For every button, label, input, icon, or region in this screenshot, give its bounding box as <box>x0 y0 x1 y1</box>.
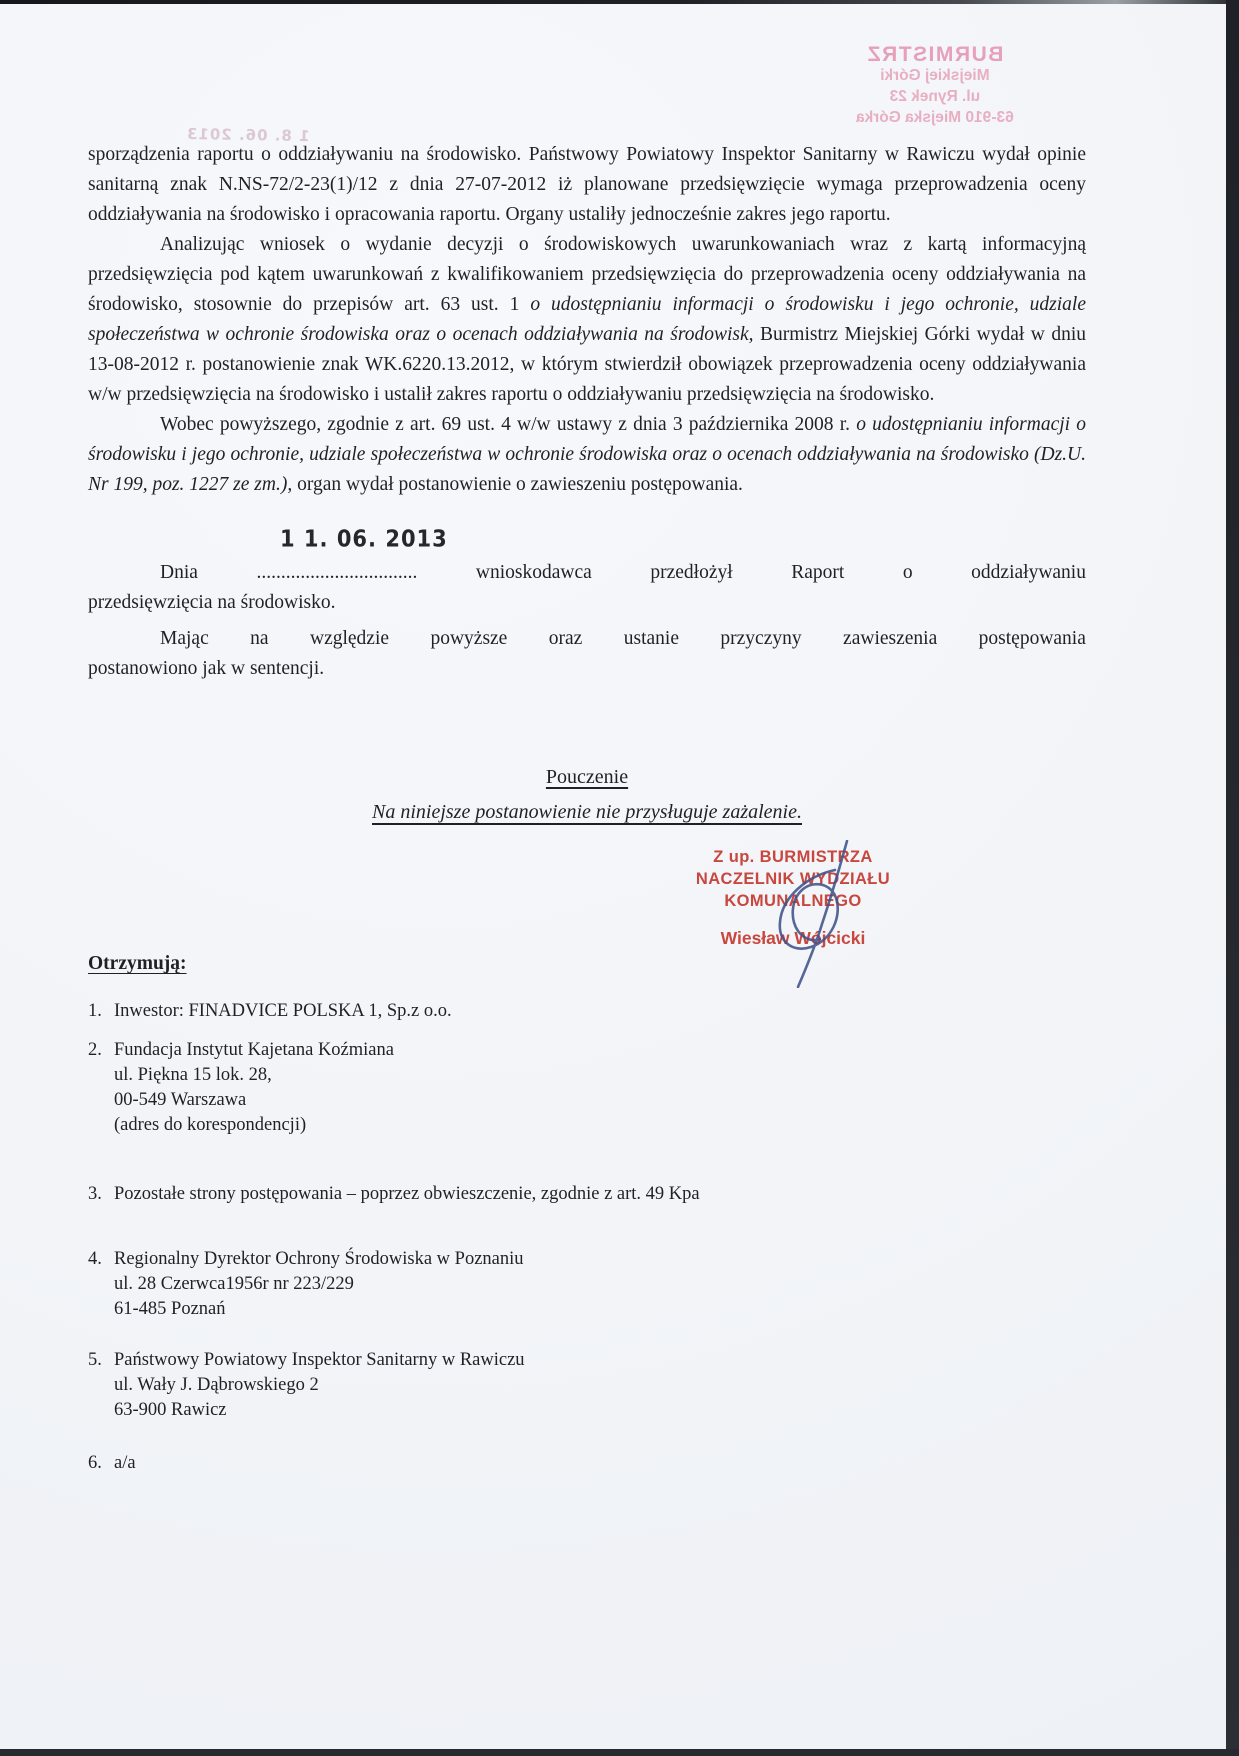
paragraph-2-text: Analizując wniosek o wydanie decyzji o środowiskowych uwarunkowaniach wraz z kartą informacyjną przedsięwzięcia pod kątem uwarunkowań z kwalifikowaniem przedsięwzięcia do przeprowadzenia oceny oddziaływania na środowisko, stosownie do przepisów art. 63 ust. 1 <box>88 234 1086 315</box>
received-date-stamp: 1 1. 06. 2013 <box>280 526 448 552</box>
list-item <box>88 1348 1086 1423</box>
bleed-stamp-line: BURMISTRZ <box>866 43 1004 66</box>
recipient-line: 61-485 Poznań <box>114 1299 226 1319</box>
recipient-lines <box>114 1182 1086 1207</box>
bleed-stamp-line: Miejskiej Górki <box>880 67 990 84</box>
stamp-signatory-name: Wiesław Wójcicki <box>720 928 866 948</box>
recipient-number: 2. <box>88 1040 102 1060</box>
pouczenie-heading: Pouczenie <box>545 766 629 788</box>
bleedthrough-date-stamp: 1 8. 06. 2013 <box>185 124 310 146</box>
bleed-stamp-line: 63-910 Miejska Górka <box>856 109 1014 126</box>
paragraph-3-italic-citation: o udostępnianiu informacji o środowisku i jego ochronie, udziale społeczeństwa w ochronie środowiska oraz o ocenach oddziaływania na środowisko (Dz.U. Nr 199, poz. 1227 ze zm.), <box>88 414 1086 495</box>
paragraph-1-text: sporządzenia raportu o oddziaływaniu na środowisko. Państwowy Powiatowy Inspektor Sanitarny w Rawiczu wydał opinie sanitarną znak N.NS-72/2-23(1)/12 z dnia 27-07-2012 iż planowane przedsięwzięcie wymaga przeprowadzenia oceny oddziaływania na środowisko i opracowania raportu. Organy ustaliły jednocześnie zakres jego raportu. <box>88 144 1086 225</box>
recipient-lines <box>114 1247 1086 1322</box>
paragraph-3-text: organ wydał postanowienie o zawieszeniu postępowania. <box>292 474 743 495</box>
dnia-line-2: przedsięwzięcia na środowisko. <box>88 592 336 613</box>
recipient-line: ul. Wały J. Dąbrowskiego 2 <box>114 1375 319 1395</box>
majac-line-2: postanowiono jak w sentencji. <box>88 658 325 679</box>
dnia-line-1: Dnia ................................. wnioskodawca przedłożył Raport o oddziaływaniu <box>160 562 1086 583</box>
stamp-line: NACZELNIK WYDZIAŁU <box>695 870 891 888</box>
recipients-list <box>88 999 1086 1476</box>
recipient-number: 4. <box>88 1249 102 1269</box>
recipient-lines <box>114 1348 1086 1423</box>
list-item <box>88 1182 1086 1207</box>
recipient-number: 6. <box>88 1453 102 1473</box>
document-body <box>88 140 1086 1476</box>
list-item <box>88 1247 1086 1322</box>
list-item <box>88 1451 1086 1476</box>
dnia-paragraph <box>88 558 1086 618</box>
recipient-line: ul. Piękna 15 lok. 28, <box>114 1065 272 1085</box>
recipient-lines <box>114 999 1086 1024</box>
stamp-line: Z up. BURMISTRZA <box>713 848 873 866</box>
recipient-line: Fundacja Instytut Kajetana Koźmiana <box>114 1040 394 1060</box>
list-item <box>88 1038 1086 1138</box>
recipient-line: ul. 28 Czerwca1956r nr 223/229 <box>114 1274 354 1294</box>
paragraph-1 <box>88 140 1086 230</box>
pouczenie-text: Na niniejsze postanowienie nie przysługuje zażalenie. <box>372 801 802 823</box>
recipient-lines <box>114 1038 1086 1138</box>
recipient-line: Inwestor: FINADVICE POLSKA 1, Sp.z o.o. <box>114 1001 452 1021</box>
bleedthrough-office-stamp <box>856 44 1014 128</box>
paragraph-2-italic-citation: o udostępnianiu informacji o środowisku i jego ochronie, udziale społeczeństwa w ochronie środowiska oraz o ocenach oddziaływania na środowisk, <box>88 294 1087 345</box>
recipient-line: Pozostałe strony postępowania – poprzez obwieszczenie, zgodnie z art. 49 Kpa <box>114 1184 700 1204</box>
recipient-line: Państwowy Powiatowy Inspektor Sanitarny w Rawiczu <box>114 1350 525 1370</box>
recipient-line: Regionalny Dyrektor Ochrony Środowiska w Poznaniu <box>114 1249 524 1269</box>
recipient-line: 00-549 Warszawa <box>114 1090 247 1110</box>
stamp-line: KOMUNALNEGO <box>724 892 862 910</box>
recipients-heading: Otrzymują: <box>88 953 187 974</box>
recipient-line: 63-900 Rawicz <box>114 1400 227 1420</box>
recipient-lines <box>114 1451 1086 1476</box>
recipient-line: a/a <box>114 1453 136 1473</box>
paragraph-3 <box>88 410 1086 500</box>
recipient-number: 3. <box>88 1184 102 1204</box>
recipient-line: (adres do korespondencji) <box>114 1115 307 1135</box>
signature-stamp-block <box>653 846 933 949</box>
paragraph-3-text: Wobec powyższego, zgodnie z art. 69 ust. 4 w/w ustawy z dnia 3 października 2008 r. <box>160 414 857 435</box>
majac-line-1: Mając na względzie powyższe oraz ustanie przyczyny zawieszenia postępowania <box>160 628 1086 649</box>
paragraph-2-text: Burmistrz Miejskiej Górki wydał w dniu 13-08-2012 r. postanowienie znak WK.6220.13.2012, w którym stwierdził obowiązek przeprowadzenia oceny oddziaływania w/w przedsięwzięcia na środowisko i ustalił zakres raportu o oddziaływaniu przedsięwzięcia na środowisko. <box>88 324 1086 405</box>
scan-edge-bottom <box>0 1749 1239 1756</box>
recipient-number: 5. <box>88 1350 102 1370</box>
list-item <box>88 999 1086 1024</box>
scan-edge-top <box>0 0 1239 4</box>
majac-paragraph <box>88 624 1086 684</box>
recipient-number: 1. <box>88 1001 102 1021</box>
scan-edge-right <box>1226 0 1239 1756</box>
bleed-stamp-line: ul. Rynek 23 <box>889 88 981 105</box>
paragraph-2 <box>88 230 1086 410</box>
